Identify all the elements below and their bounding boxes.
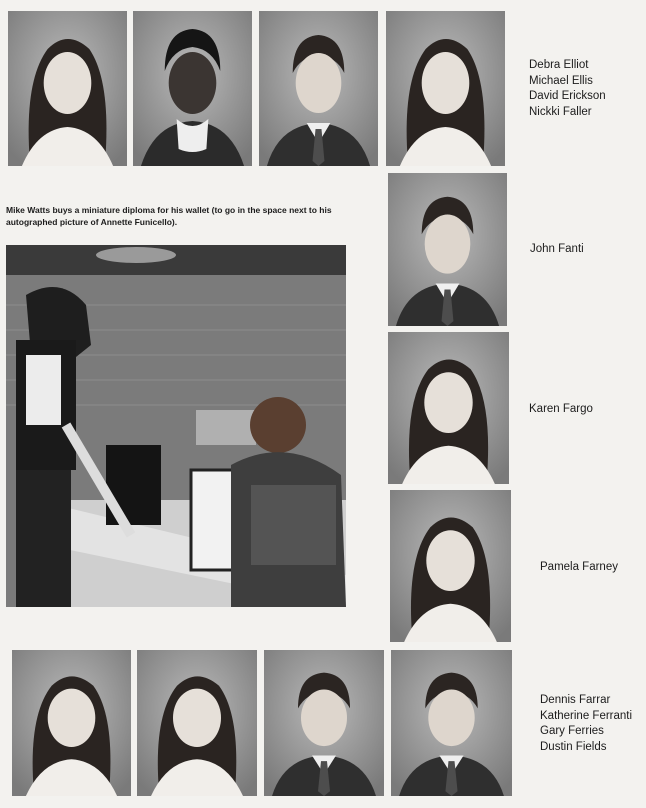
name-michael-ellis: Michael Ellis [529,74,593,87]
portrait-nickki-faller [386,11,505,166]
name-dustin-fields: Dustin Fields [540,740,607,753]
name-katherine-ferranti: Katherine Ferranti [540,709,633,722]
photo-caption: Mike Watts buys a miniature diploma for his wallet (to go in the space next to his autographed picture of Annette Funicello). [6,205,332,227]
name-nickki-faller: Nickki Faller [529,105,592,118]
portrait-karen-fargo [388,332,509,484]
portrait-dustin-fields [391,650,512,796]
portrait-michael-ellis [133,11,252,166]
name-karen-fargo: Karen Fargo [529,403,593,415]
portrait-john-fanti [388,173,507,326]
name-gary-ferries: Gary Ferries [540,725,604,737]
portrait-dennis-farrar [12,650,131,796]
name-john-fanti: John Fanti [530,243,584,255]
name-debra-elliot: Debra Elliot [529,59,589,71]
candid-photo [6,245,346,607]
portrait-gary-ferries [264,650,384,796]
bottom-row-names [540,693,632,755]
portrait-katherine-ferranti [137,650,257,796]
portrait-debra-elliot [8,11,127,166]
name-pamela-farney: Pamela Farney [540,561,618,573]
portrait-pamela-farney [390,490,511,642]
name-david-erickson: David Erickson [529,90,606,102]
name-dennis-farrar: Dennis Farrar [540,694,611,706]
portrait-david-erickson [259,11,378,166]
top-row-names [529,58,606,120]
